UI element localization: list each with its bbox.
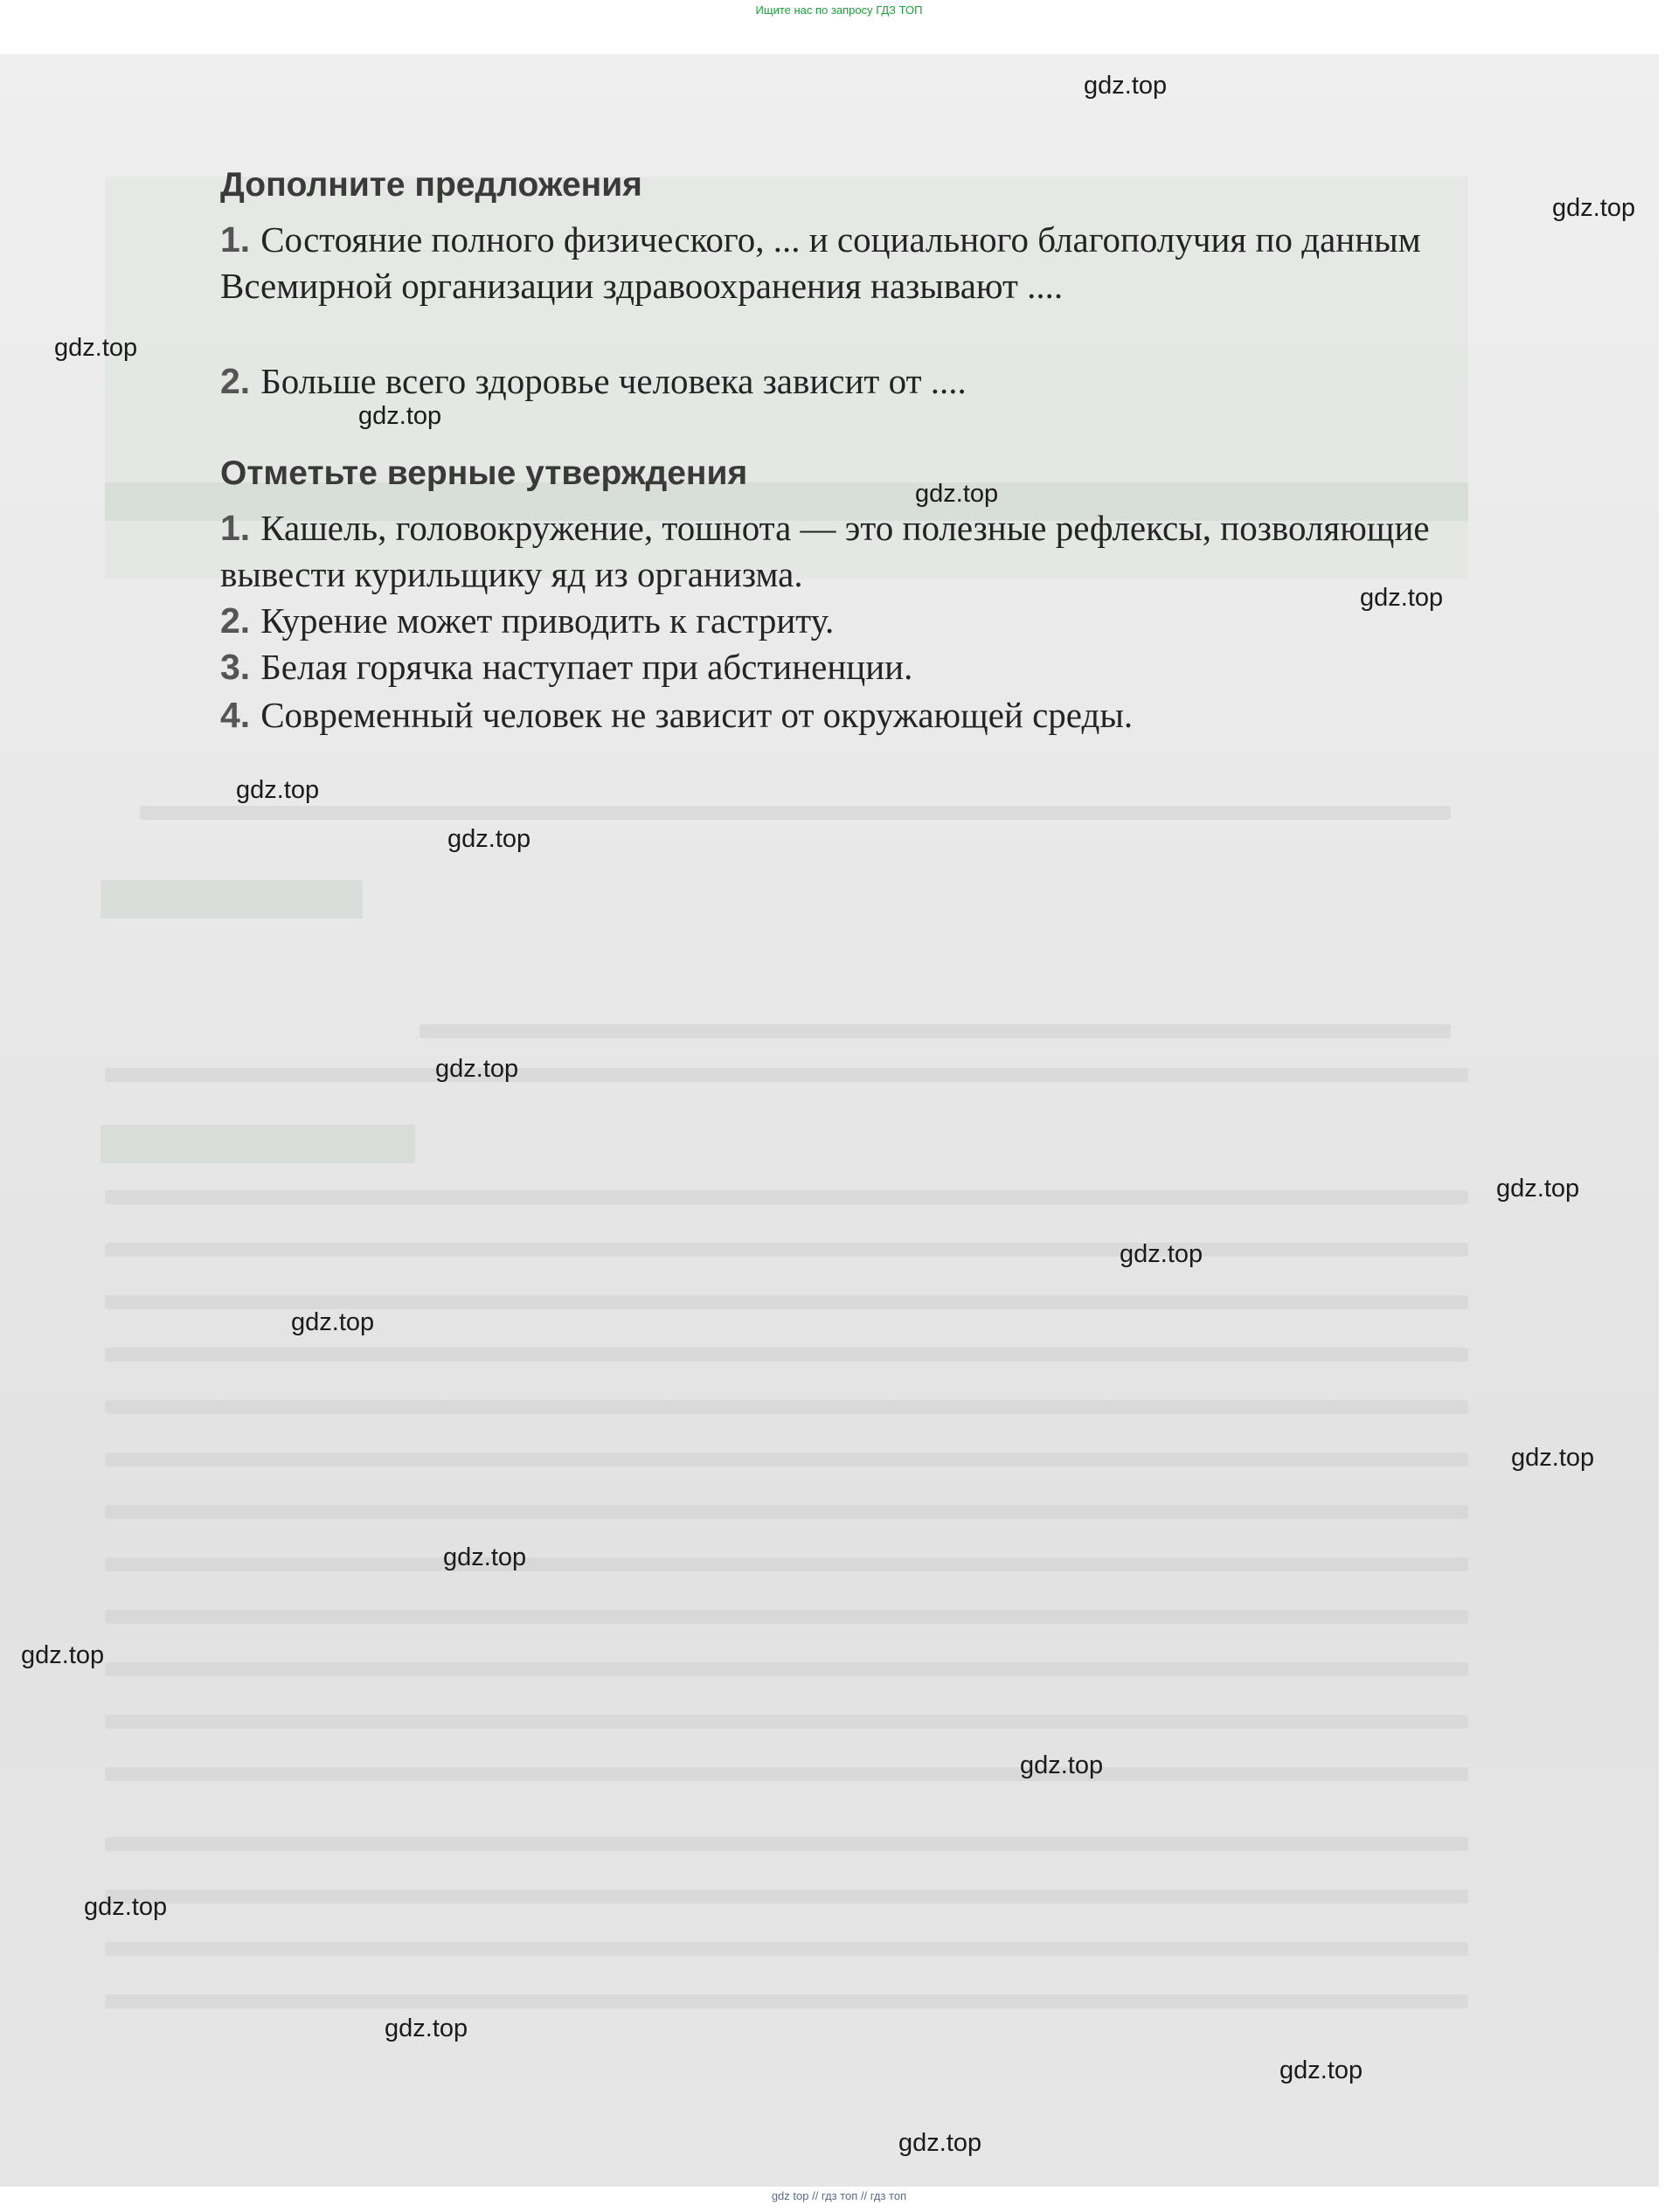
watermark: gdz.top	[21, 1641, 105, 1669]
ghost-line	[105, 1400, 1468, 1414]
task-number: 2.	[220, 361, 251, 401]
task-item	[220, 217, 1461, 309]
watermark: gdz.top	[1511, 1444, 1595, 1472]
watermark: gdz.top	[1120, 1240, 1203, 1268]
ghost-line	[105, 1068, 1468, 1082]
watermark: gdz.top	[1496, 1175, 1580, 1203]
ghost-line	[105, 1994, 1468, 2008]
ghost-line	[105, 1348, 1468, 1362]
watermark: gdz.top	[1360, 584, 1444, 612]
watermark: gdz.top	[236, 776, 320, 804]
task-text: Белая горячка наступает при абстиненции.	[260, 647, 913, 687]
section-heading-true-statements: Отметьте верные утверждения	[220, 454, 748, 492]
ghost-line	[420, 1024, 1451, 1038]
ghost-line	[105, 1505, 1468, 1519]
watermark: gdz.top	[54, 334, 138, 362]
task-item	[220, 644, 1461, 690]
watermark: gdz.top	[1552, 194, 1636, 222]
task-text: Кашель, головокружение, тошнота — это полезные рефлексы, позволяющие вывести курильщику яд из организма.	[220, 508, 1430, 594]
watermark: gdz.top	[915, 480, 999, 508]
task-text: Современный человек не зависит от окружающей среды.	[260, 695, 1134, 735]
ghost-line	[105, 1190, 1468, 1204]
task-number: 1.	[220, 219, 251, 260]
task-item	[220, 598, 1461, 644]
task-item	[220, 505, 1461, 598]
top-banner[interactable]: Ищите нас по запросу ГДЗ ТОП	[755, 3, 923, 17]
ghost-line	[105, 1662, 1468, 1676]
ghost-line	[105, 1453, 1468, 1467]
task-item	[220, 692, 1461, 738]
task-number: 4.	[220, 695, 251, 735]
section-heading-complete-sentences: Дополните предложения	[220, 166, 642, 204]
ghost-line	[105, 1837, 1468, 1851]
task-item	[220, 358, 1461, 405]
watermark: gdz.top	[447, 825, 531, 853]
task-text: Состояние полного физического, ... и социального благополучия по данным Всемирной организации здравоохранения называют ....	[220, 219, 1421, 306]
bottom-banner[interactable]: gdz top // гдз топ // гдз топ	[771, 2189, 907, 2202]
ghost-line	[105, 1890, 1468, 1903]
watermark: gdz.top	[1084, 72, 1168, 100]
watermark: gdz.top	[291, 1308, 375, 1336]
ghost-line	[140, 806, 1451, 820]
watermark: gdz.top	[443, 1543, 527, 1571]
ghost-line	[105, 1610, 1468, 1624]
ghost-line	[105, 1295, 1468, 1309]
watermark: gdz.top	[1020, 1751, 1104, 1779]
ghost-line	[105, 1243, 1468, 1257]
task-text: Больше всего здоровье человека зависит от ....	[260, 361, 967, 401]
ghost-line	[105, 1715, 1468, 1729]
task-text: Курение может приводить к гастриту.	[260, 600, 835, 641]
watermark: gdz.top	[358, 402, 442, 430]
task-number: 2.	[220, 600, 251, 641]
watermark: gdz.top	[898, 2129, 982, 2157]
ghost-band	[101, 1125, 415, 1163]
watermark: gdz.top	[84, 1893, 168, 1921]
ghost-line	[105, 1767, 1468, 1781]
ghost-band	[101, 880, 363, 919]
task-number: 3.	[220, 647, 251, 687]
ghost-line	[105, 1942, 1468, 1956]
watermark: gdz.top	[435, 1055, 519, 1083]
task-number: 1.	[220, 508, 251, 548]
watermark: gdz.top	[385, 2014, 468, 2042]
watermark: gdz.top	[1279, 2056, 1363, 2084]
ghost-line	[105, 1557, 1468, 1571]
